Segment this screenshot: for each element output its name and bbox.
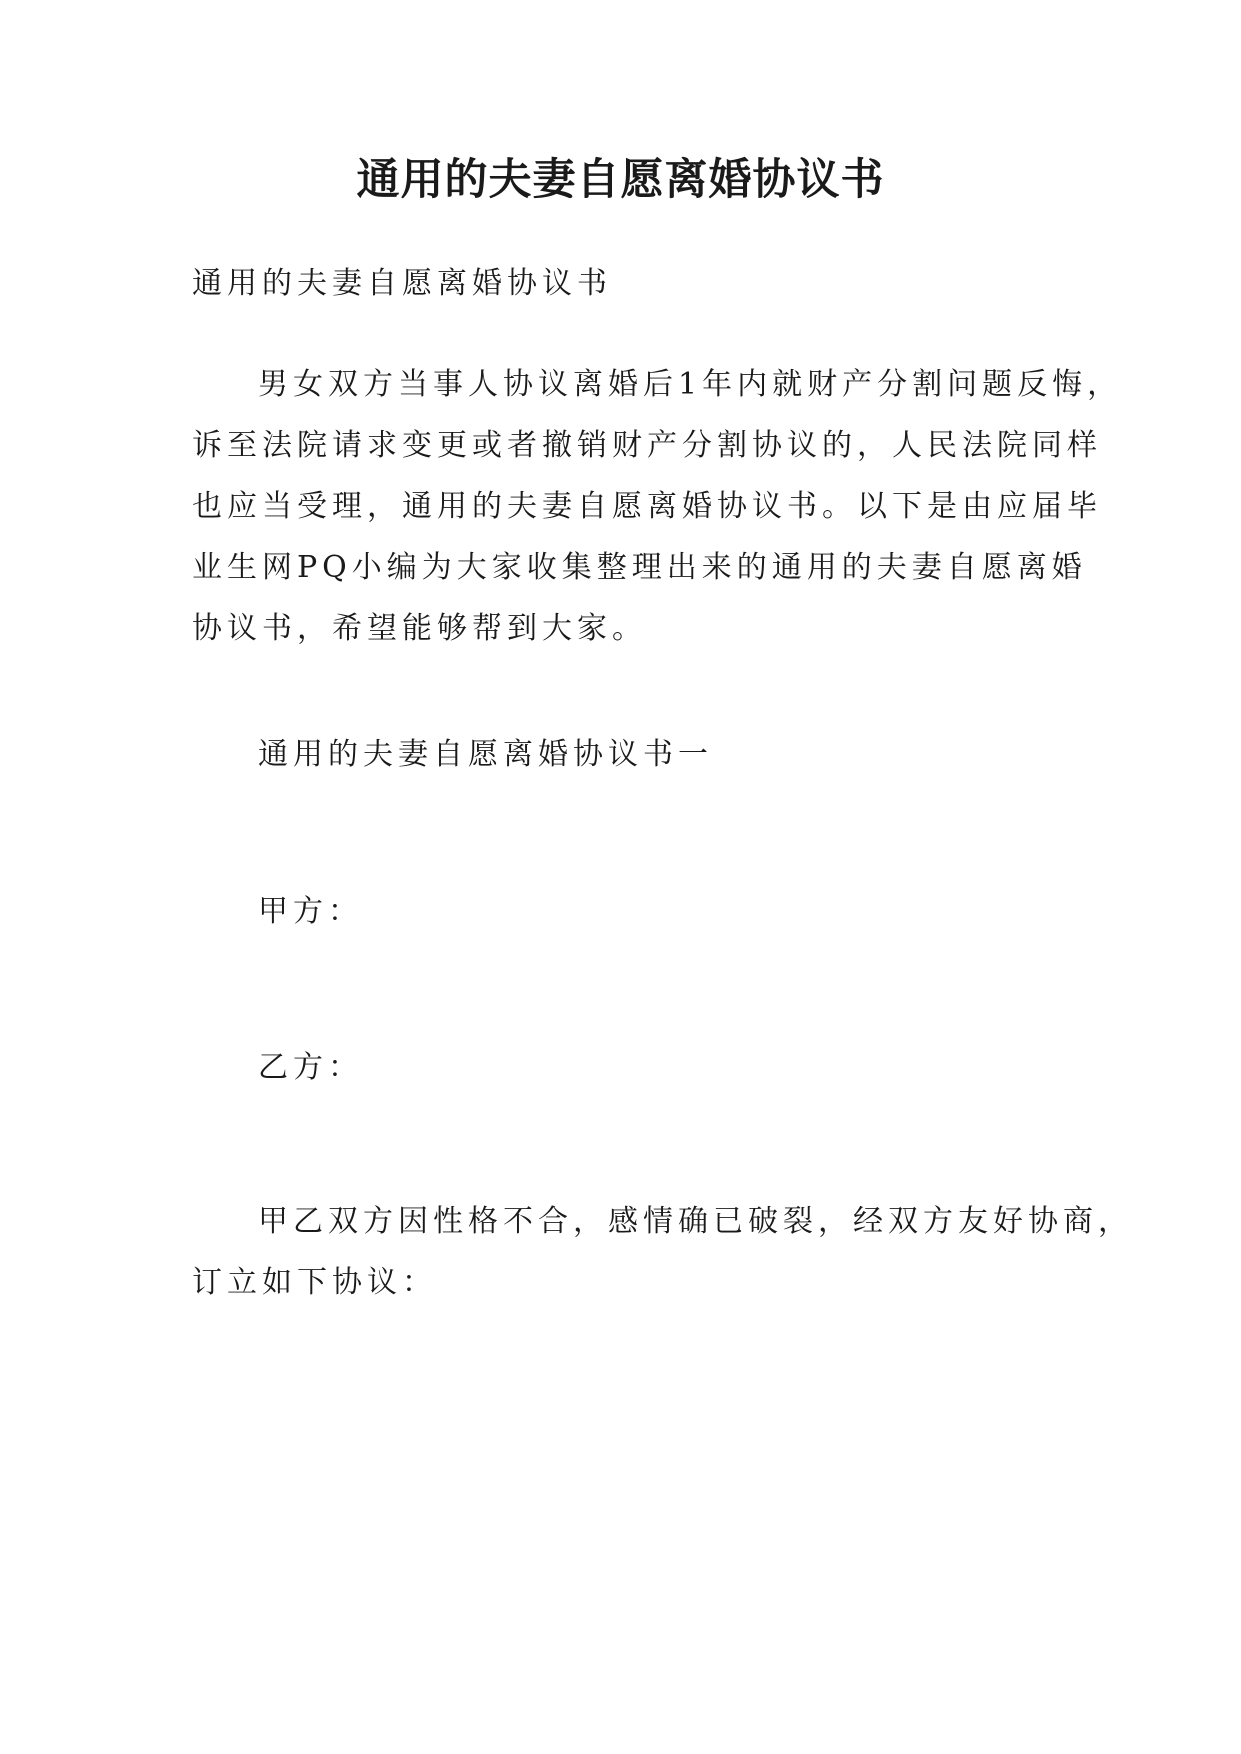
intro-line: 诉至法院请求变更或者撤销财产分割协议的，人民法院同样 xyxy=(192,428,1102,463)
document-title: 通用的夫妻自愿离婚协议书 xyxy=(356,155,885,205)
agreement-line: 甲乙双方因性格不合，感情确已破裂，经双方友好协商， xyxy=(258,1204,1133,1239)
party-a-label: 甲方： xyxy=(258,894,363,929)
agreement-line: 订立如下协议： xyxy=(192,1265,437,1300)
document-subtitle: 通用的夫妻自愿离婚协议书 xyxy=(192,266,612,301)
intro-line: 也应当受理，通用的夫妻自愿离婚协议书。以下是由应届毕 xyxy=(192,489,1102,524)
agreement-paragraph xyxy=(192,1191,1133,1313)
intro-line: 业生网PQ小编为大家收集整理出来的通用的夫妻自愿离婚 xyxy=(192,550,1087,585)
intro-paragraph xyxy=(192,354,1123,659)
section-heading: 通用的夫妻自愿离婚协议书一 xyxy=(258,737,713,772)
intro-line: 男女双方当事人协议离婚后1年内就财产分割问题反悔， xyxy=(258,367,1123,402)
intro-line: 协议书，希望能够帮到大家。 xyxy=(192,611,647,646)
party-b-label: 乙方： xyxy=(258,1050,363,1085)
